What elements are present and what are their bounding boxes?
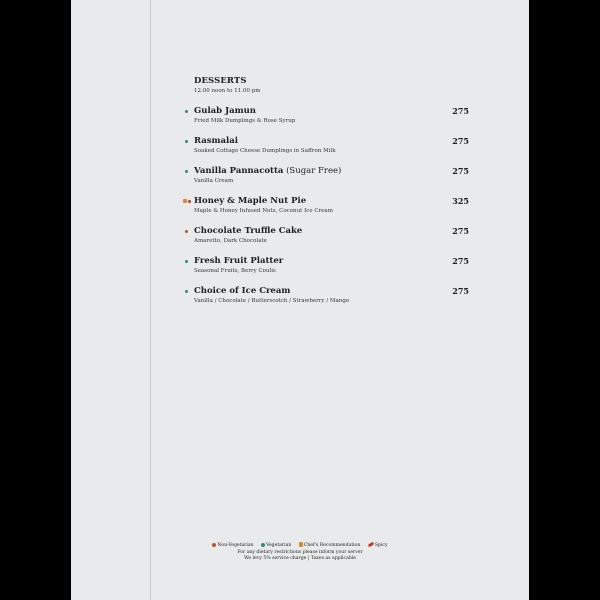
item-description: Fried Milk Dumplings & Rose Syrup <box>194 118 296 124</box>
menu-legend <box>71 542 529 563</box>
vegetarian-icon <box>183 289 193 297</box>
menu-item-chocolate-truffle-cake <box>183 226 469 252</box>
legend-non-veg: Non-Vegetarian <box>212 543 253 548</box>
non-vegetarian-icon <box>183 229 193 237</box>
menu-item-choice-of-ice-cream <box>183 286 469 312</box>
item-price: 275 <box>452 256 469 266</box>
item-name: Fresh Fruit Platter <box>194 256 284 266</box>
chefs-recommendation-icon <box>183 199 193 207</box>
item-name: Chocolate Truffle Cake <box>194 226 303 236</box>
item-name: Honey & Maple Nut Pie <box>194 196 307 206</box>
service-hours: 12.00 noon to 11.00 pm <box>194 88 261 94</box>
item-name: Vanilla Pannacotta (Sugar Free) <box>194 166 342 176</box>
menu-page <box>71 0 529 600</box>
chili-icon <box>367 542 374 548</box>
vegetarian-icon <box>183 259 193 267</box>
item-description: Vanilla Cream <box>194 178 234 184</box>
item-price: 275 <box>452 286 469 296</box>
item-name-suffix: (Sugar Free) <box>283 166 342 176</box>
dietary-note: For any dietary restrictions please inform your server <box>237 549 363 555</box>
menu-item-gulab-jamun <box>183 106 469 132</box>
item-name: Gulab Jamun <box>194 106 256 116</box>
item-price: 275 <box>452 136 469 146</box>
legend-keys <box>71 542 529 550</box>
item-description: Maple & Honey Infused Nuts, Coconut Ice Cream <box>194 208 333 214</box>
item-name: Rasmalai <box>194 136 239 146</box>
legend-spicy: Spicy <box>368 543 388 548</box>
legend-chef: Chef's Recommendation <box>299 543 361 548</box>
item-description: Amaretto, Dark Chocolate <box>194 238 267 244</box>
vegetarian-icon <box>183 109 193 117</box>
vegetarian-icon <box>261 543 265 547</box>
menu-item-honey-maple-nut-pie <box>183 196 469 222</box>
menu-item-rasmalai <box>183 136 469 162</box>
item-price: 325 <box>452 196 469 206</box>
non-vegetarian-icon <box>212 543 216 547</box>
chefs-recommendation-icon <box>299 542 303 547</box>
section-title: DESSERTS <box>194 76 247 86</box>
item-description: Soaked Cottage Cheese Dumplings in Saffron Milk <box>194 148 336 154</box>
item-name: Choice of Ice Cream <box>194 286 291 296</box>
legend-veg: Vegetarian <box>261 543 291 548</box>
item-price: 275 <box>452 106 469 116</box>
vegetarian-icon <box>183 139 193 147</box>
vegetarian-icon <box>183 169 193 177</box>
item-description: Seasonal Fruits, Berry Coulis <box>194 268 276 274</box>
item-price: 275 <box>452 166 469 176</box>
menu-item-vanilla-pannacotta <box>183 166 469 192</box>
menu-item-fresh-fruit-platter <box>183 256 469 282</box>
item-description: Vanilla / Chocolate / Butterscotch / Strawberry / Mango <box>194 298 350 304</box>
page-fold-line <box>150 0 151 600</box>
item-price: 275 <box>452 226 469 236</box>
charges-note: We levy 5% service charge | Taxes as applicable <box>244 556 356 561</box>
